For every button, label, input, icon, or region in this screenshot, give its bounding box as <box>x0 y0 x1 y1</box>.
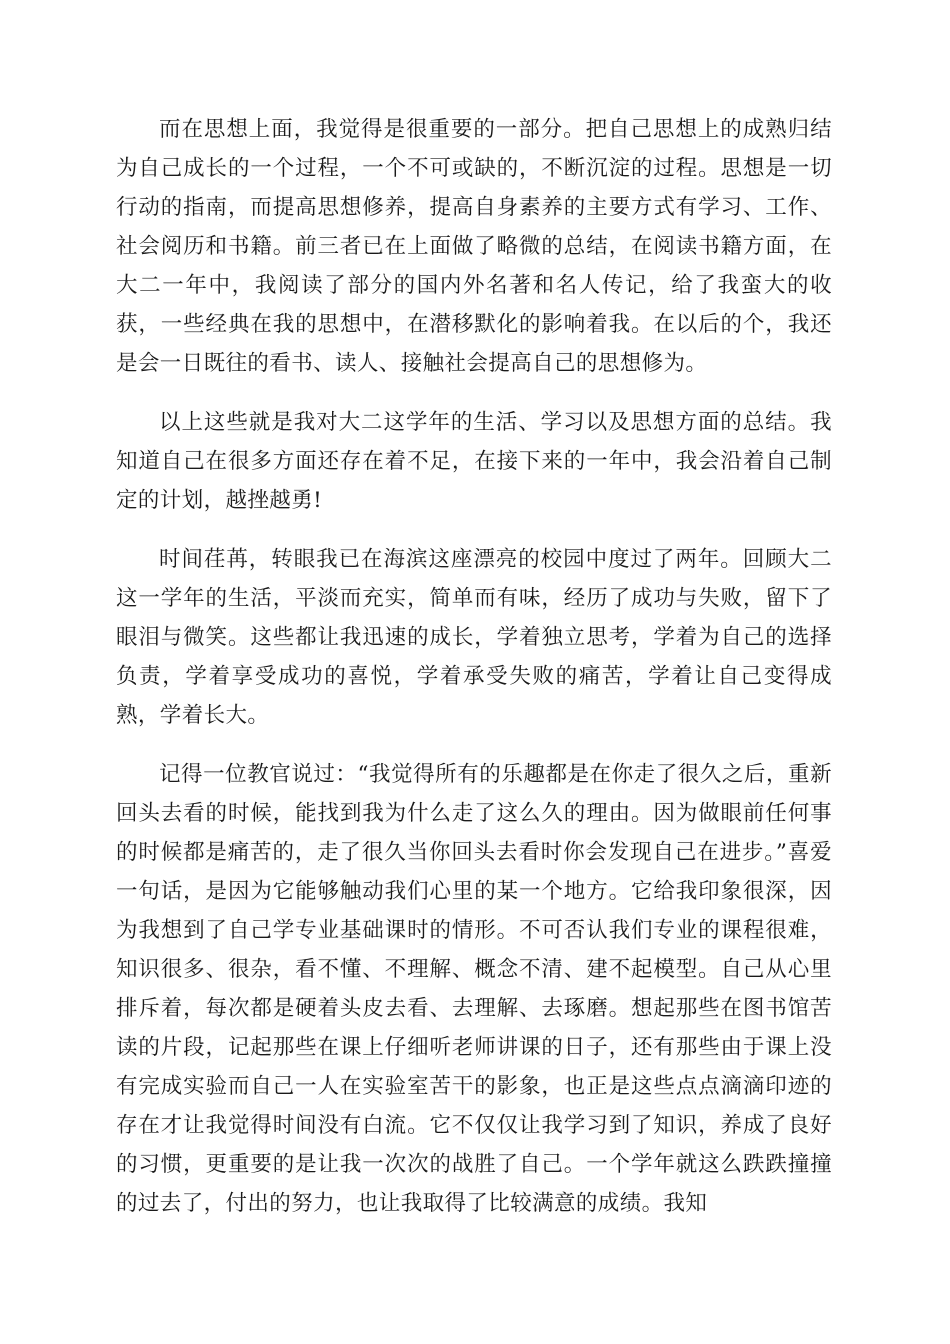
paragraph-instructor-quote: 记得一位教官说过：“我觉得所有的乐趣都是在你走了很久之后，重新回头去看的时候，能找到我为什么走了这么久的理由。因为做眼前任何事的时候都是痛苦的，走了很久当你回头去看时你会发现自己在进步。”喜爱一句话，是因为它能够触动我们心里的某一个地方。它给我印象很深，因为我想到了自己学专业基础课时的情形。不可否认我们专业的课程很难，知识很多、很杂，看不懂、不理解、概念不清、建不起模型。自己从心里排斥着，每次都是硬着头皮去看、去理解、去琢磨。想起那些在图书馆苦读的片段，记起那些在课上仔细听老师讲课的日子，还有那些由于课上没有完成实验而自己一人在实验室苦干的影象，也正是这些点点滴滴印迹的存在才让我觉得时间没有白流。它不仅仅让我学习到了知识，养成了良好的习惯，更重要的是让我一次次的战胜了自己。一个学年就这么跌跌撞撞的过去了，付出的努力，也让我取得了比较满意的成绩。我知 <box>116 762 832 1216</box>
paragraph-thought: 而在思想上面，我觉得是很重要的一部分。把自己思想上的成熟归结为自己成长的一个过程，一个不可或缺的，不断沉淀的过程。思想是一切行动的指南，而提高思想修养，提高自身素养的主要方式有学习、工作、社会阅历和书籍。前三者已在上面做了略微的总结，在阅读书籍方面，在大二一年中，我阅读了部分的国内外名著和名人传记，给了我蛮大的收获，一些经典在我的思想中，在潜移默化的影响着我。在以后的个，我还是会一日既往的看书、读人、接触社会提高自己的思想修为。 <box>116 117 832 376</box>
paragraph-summary: 以上这些就是我对大二这学年的生活、学习以及思想方面的总结。我知道自己在很多方面还存在着不足，在接下来的一年中，我会沿着自己制定的计划，越挫越勇! <box>116 410 832 513</box>
document-body <box>116 110 832 1223</box>
paragraph-time: 时间荏苒，转眼我已在海滨这座漂亮的校园中度过了两年。回顾大二这一学年的生活，平淡而充实，简单而有味，经历了成功与失败，留下了眼泪与微笑。这些都让我迅速的成长，学着独立思考，学着为自己的选择负责，学着享受成功的喜悦，学着承受失败的痛苦，学着让自己变得成熟，学着长大。 <box>116 547 832 728</box>
